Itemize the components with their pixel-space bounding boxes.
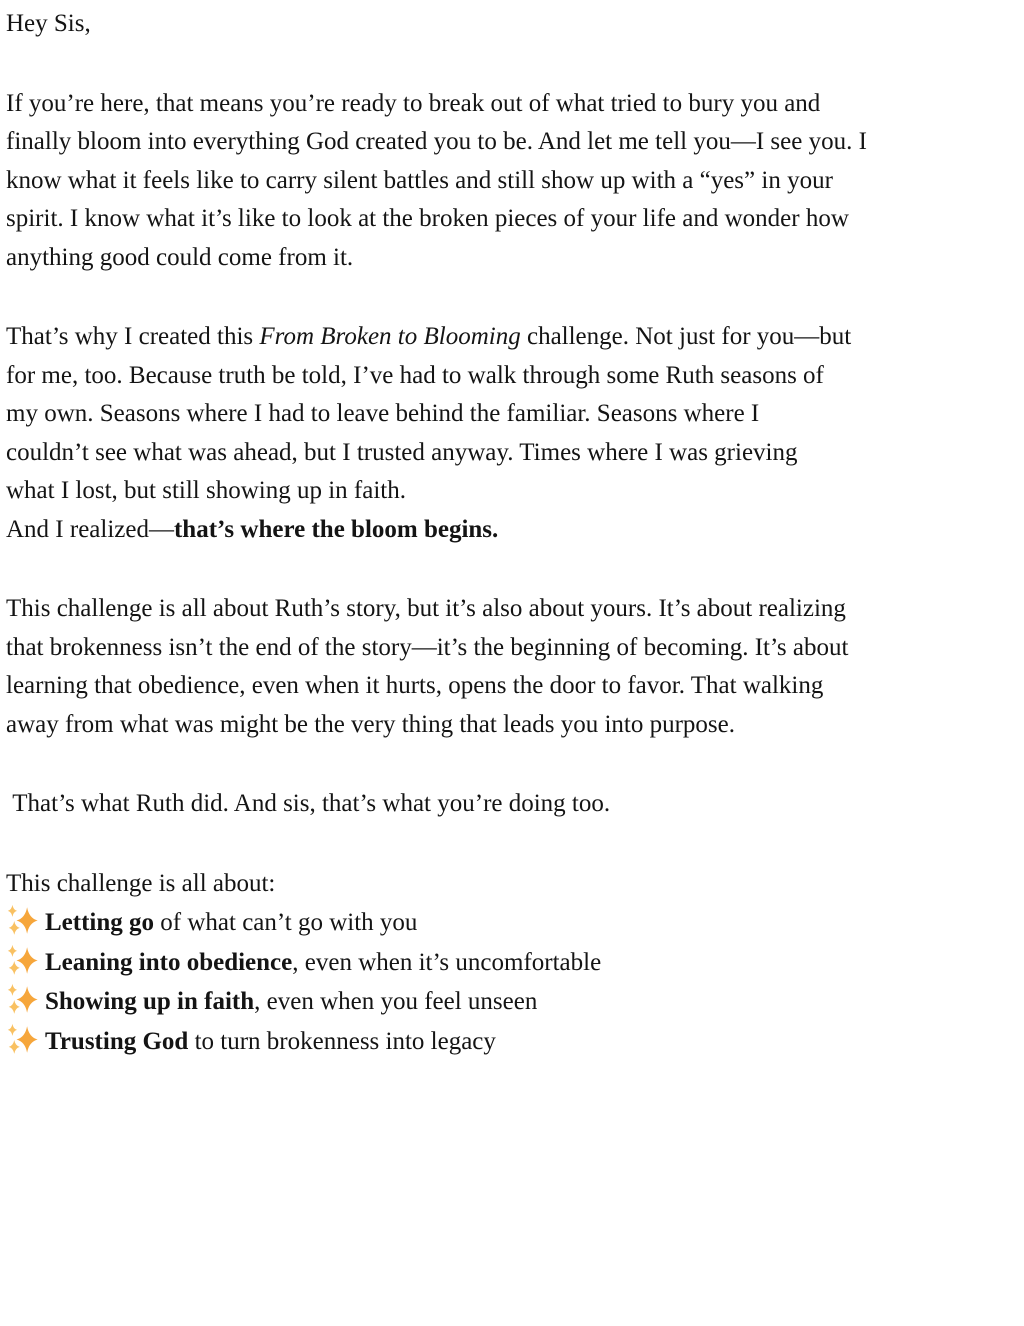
text-run: of what can’t go with you [154, 909, 418, 936]
text-run: This challenge is all about: [6, 869, 276, 897]
text-run: anything good could come from it. [6, 243, 354, 271]
paragraph-ruth-did [6, 785, 1020, 824]
text-run: my own. Seasons where I had to leave behind the familiar. Seasons where I [6, 400, 760, 427]
text-run: that brokenness isn’t the end of the story—it’s the beginning of becoming. It’s about [6, 633, 849, 661]
text-run: If you’re here, that means you’re ready to break out of what tried to bury you and [6, 89, 821, 117]
sparkles-icon [6, 943, 39, 978]
text-run: what I lost, but still showing up in faith. [6, 477, 406, 504]
text-run: That’s what Ruth did. And sis, that’s what you’re doing too. [6, 790, 611, 817]
paragraph-about-ruth [6, 590, 1020, 744]
text-run: spirit. I know what it’s like to look at the broken pieces of your life and wonder how [6, 205, 849, 232]
sparkles-icon [6, 982, 39, 1017]
text-run: That’s why I created this [6, 323, 260, 350]
sparkles-icon [6, 903, 39, 938]
text-run: , even when it’s uncomfortable [292, 948, 602, 976]
text-run: , even when you feel unseen [254, 988, 538, 1015]
text-run: know what it feels like to carry silent battles and still show up with a “yes” in your [6, 166, 833, 194]
paragraph-intro [6, 85, 1020, 278]
text-run: And I realized— [6, 515, 174, 543]
paragraph-challenge-list [6, 865, 1020, 1062]
paragraph-greeting [6, 5, 1020, 44]
text-run: Hey Sis, [6, 10, 91, 37]
text-run: learning that obedience, even when it hurts, opens the door to favor. That walking [6, 672, 824, 699]
emphasis-text: that’s where the bloom begins. [173, 515, 499, 543]
text-run: challenge. Not just for you—but [520, 323, 852, 350]
text-run: for me, too. Because truth be told, I’ve had to walk through some Ruth seasons of [6, 361, 824, 389]
emphasis-text: Leaning into obedience [45, 948, 293, 976]
text-run: away from what was might be the very thing that leads you into purpose. [6, 710, 736, 738]
letter-body [6, 5, 1020, 1061]
text-run: couldn’t see what was ahead, but I trusted anyway. Times where I was grieving [6, 438, 798, 466]
challenge-title-text: From Broken to Blooming [259, 323, 521, 350]
text-run: This challenge is all about Ruth’s story, but it’s also about yours. It’s about realizing [6, 595, 846, 622]
paragraph-why-created [6, 318, 1020, 549]
emphasis-text: Showing up in faith [45, 988, 255, 1015]
emphasis-text: Letting go [45, 909, 155, 936]
text-run: to turn brokenness into legacy [188, 1027, 496, 1055]
emphasis-text: Trusting God [45, 1027, 189, 1055]
sparkles-icon [6, 1022, 39, 1057]
text-run: finally bloom into everything God created you to be. And let me tell you—I see you. I [6, 128, 867, 155]
